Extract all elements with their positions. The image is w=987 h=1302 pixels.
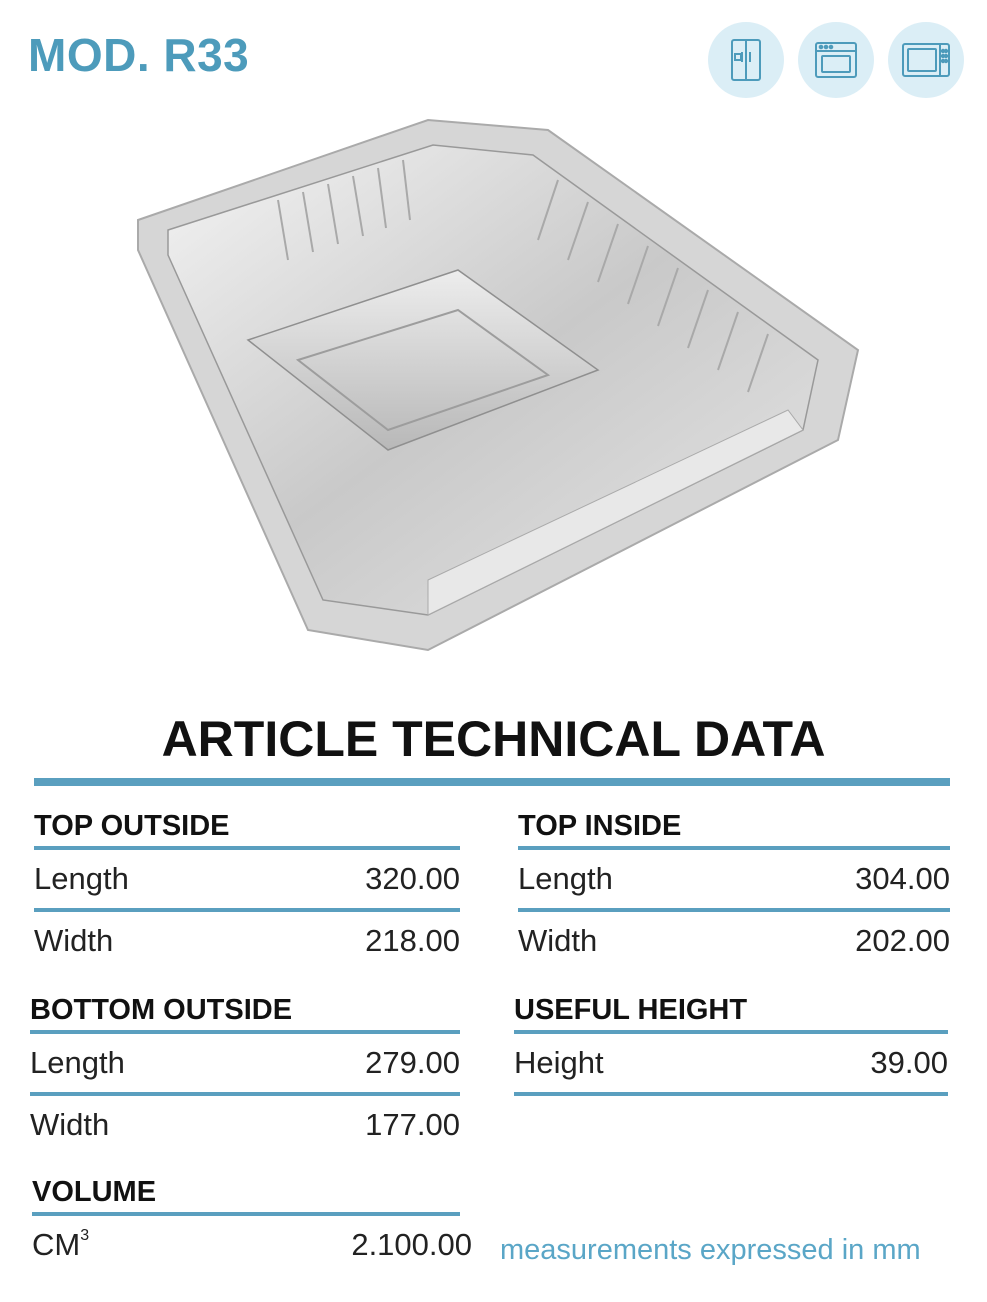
refrigerator-icon bbox=[708, 22, 784, 98]
top-inside-heading: TOP INSIDE bbox=[518, 806, 950, 850]
top-inside-block bbox=[518, 806, 950, 970]
volume-block bbox=[32, 1172, 472, 1274]
table-row bbox=[30, 1096, 460, 1154]
volume-heading: VOLUME bbox=[32, 1172, 460, 1216]
product-image bbox=[128, 110, 868, 660]
useful-height-block bbox=[514, 990, 948, 1096]
model-title: MOD. R33 bbox=[28, 29, 250, 81]
usage-icons bbox=[708, 22, 964, 98]
top-outside-heading: TOP OUTSIDE bbox=[34, 806, 460, 850]
measurement-note: measurements expressed in mm bbox=[500, 1234, 921, 1266]
row-label: Height bbox=[514, 1045, 604, 1080]
useful-height-heading: USEFUL HEIGHT bbox=[514, 990, 948, 1034]
microwave-icon bbox=[888, 22, 964, 98]
row-label: Length bbox=[34, 861, 129, 896]
volume-unit-exponent: 3 bbox=[80, 1227, 90, 1244]
row-value: 304.00 bbox=[855, 861, 950, 896]
row-value: 320.00 bbox=[365, 861, 460, 896]
title-divider bbox=[34, 778, 950, 786]
row-label: Width bbox=[34, 923, 114, 958]
oven-icon bbox=[798, 22, 874, 98]
row-label: Length bbox=[30, 1045, 125, 1080]
section-title: ARTICLE TECHNICAL DATA bbox=[161, 711, 826, 767]
table-row bbox=[518, 912, 950, 970]
row-value: 39.00 bbox=[870, 1045, 948, 1080]
row-label: Width bbox=[30, 1107, 110, 1142]
volume-unit bbox=[32, 1227, 89, 1263]
volume-value: 2.100.00 bbox=[351, 1227, 472, 1262]
bottom-outside-block bbox=[30, 990, 460, 1154]
table-row bbox=[34, 850, 460, 912]
table-row bbox=[30, 1034, 460, 1096]
table-row bbox=[514, 1034, 948, 1096]
row-value: 218.00 bbox=[365, 923, 460, 958]
row-label: Length bbox=[518, 861, 613, 896]
row-value: 202.00 bbox=[855, 923, 950, 958]
volume-unit-base: CM bbox=[32, 1227, 81, 1262]
table-row bbox=[34, 912, 460, 970]
row-value: 177.00 bbox=[365, 1107, 460, 1142]
table-row bbox=[32, 1216, 472, 1274]
row-value: 279.00 bbox=[365, 1045, 460, 1080]
table-row bbox=[518, 850, 950, 912]
bottom-outside-heading: BOTTOM OUTSIDE bbox=[30, 990, 460, 1034]
top-outside-block bbox=[34, 806, 460, 970]
row-label: Width bbox=[518, 923, 598, 958]
